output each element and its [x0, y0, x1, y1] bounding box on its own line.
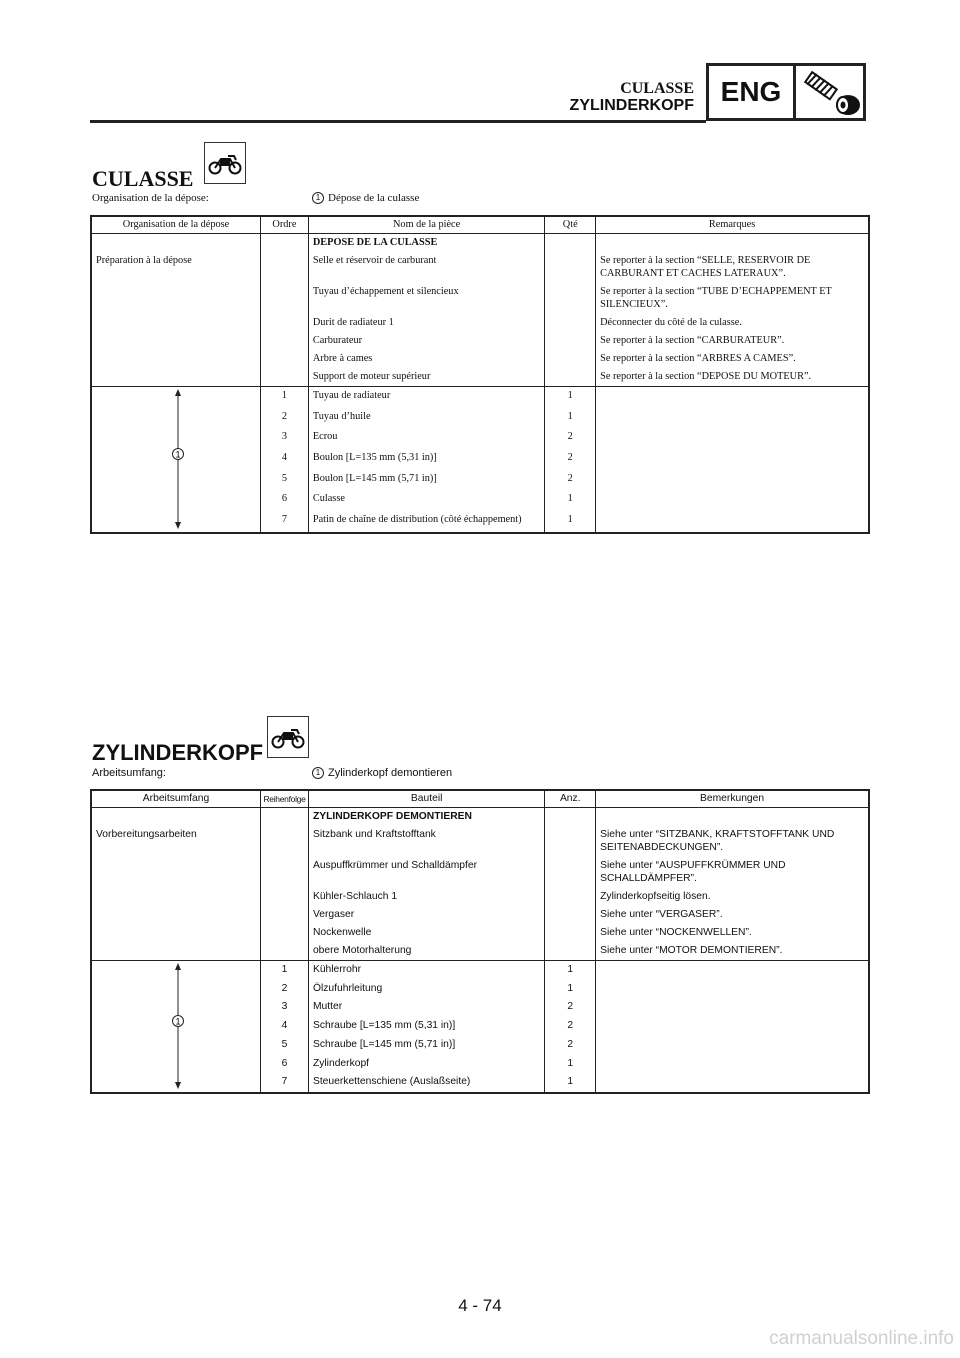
table-row [91, 332, 869, 350]
remark: Se reporter à la section “SELLE, RESERVOIR DE CARBURANT ET CACHES LATERAUX”. [596, 252, 869, 283]
section-title-fr: CULASSE [92, 166, 194, 191]
order-number: 6 [261, 1055, 309, 1074]
remark: Siehe unter “NOCKENWELLEN”. [596, 924, 869, 942]
scope-number-fr: 1 [312, 192, 324, 204]
header-rule [90, 120, 706, 123]
part-name: Schraube [L=145 mm (5,71 in)] [308, 1036, 544, 1055]
quantity: 1 [545, 1055, 596, 1074]
part-name: Ecrou [308, 428, 544, 449]
order-number: 6 [261, 490, 309, 511]
quantity: 2 [545, 1017, 596, 1036]
part-name: Tuyau d’huile [308, 408, 544, 429]
prep-label: Vorbereitungsarbeiten [91, 826, 261, 857]
part-name: Vergaser [308, 906, 544, 924]
remark: Déconnecter du côté de la culasse. [596, 314, 869, 332]
col-header: Nom de la pièce [308, 216, 544, 234]
table-row [91, 906, 869, 924]
scope-number-de: 1 [312, 767, 324, 779]
quantity: 1 [545, 408, 596, 429]
section-title-de: ZYLINDERKOPF [92, 740, 264, 765]
col-header: Remarques [596, 216, 869, 234]
range-arrow-icon [96, 389, 256, 529]
order-number: 2 [261, 408, 309, 429]
motorcycle-icon [204, 142, 246, 184]
group-marker: 1 [175, 449, 181, 460]
header-titles [570, 80, 694, 114]
remark: Se reporter à la section “CARBURATEUR”. [596, 332, 869, 350]
part-name: obere Motorhalterung [308, 942, 544, 961]
part-name: Selle et réservoir de carburant [308, 252, 544, 283]
part-name: Kühlerrohr [308, 961, 544, 980]
table-row [91, 888, 869, 906]
order-number: 1 [261, 961, 309, 980]
group-arrow [91, 961, 261, 1094]
header-title-fr: CULASSE [620, 80, 694, 97]
removal-table-fr [90, 215, 870, 534]
remark: Zylinderkopfseitig lösen. [596, 888, 869, 906]
table-row [91, 350, 869, 368]
quantity: 2 [545, 470, 596, 491]
remark: Se reporter à la section “DEPOSE DU MOTEUR”. [596, 368, 869, 387]
table-header [91, 216, 869, 234]
scope-label-de: Arbeitsumfang: [92, 767, 166, 779]
order-number: 3 [261, 428, 309, 449]
section-badge [706, 63, 866, 121]
section-badge-label: ENG [709, 66, 796, 118]
part-name: Support de moteur supérieur [308, 368, 544, 387]
part-name: Mutter [308, 998, 544, 1017]
part-name: Patin de chaîne de distribution (côté échappement) [308, 511, 544, 533]
order-number: 5 [261, 470, 309, 491]
order-number: 4 [261, 449, 309, 470]
part-name: Sitzbank und Kraftstofftank [308, 826, 544, 857]
quantity: 1 [545, 1073, 596, 1093]
quantity: 2 [545, 998, 596, 1017]
quantity: 2 [545, 428, 596, 449]
table-row [91, 387, 869, 408]
table-row [91, 368, 869, 387]
scope-line-fr [92, 192, 420, 204]
part-name: Tuyau de radiateur [308, 387, 544, 408]
remark: Siehe unter “MOTOR DEMONTIEREN”. [596, 942, 869, 961]
table-row [91, 234, 869, 253]
part-name: Boulon [L=135 mm (5,31 in)] [308, 449, 544, 470]
part-name: Auspuffkrümmer und Schalldämpfer [308, 857, 544, 888]
part-name: Arbre à cames [308, 350, 544, 368]
table-header [91, 790, 869, 808]
order-number: 4 [261, 1017, 309, 1036]
remark: Siehe unter “AUSPUFFKRÜMMER UND SCHALLDÄMPFER”. [596, 857, 869, 888]
group-arrow [91, 387, 261, 534]
procedure-heading: DEPOSE DE LA CULASSE [308, 234, 544, 253]
order-number: 7 [261, 511, 309, 533]
quantity: 1 [545, 490, 596, 511]
motorcycle-icon [267, 716, 309, 758]
quantity: 1 [545, 980, 596, 999]
quantity: 2 [545, 1036, 596, 1055]
part-name: Carburateur [308, 332, 544, 350]
part-name: Culasse [308, 490, 544, 511]
quantity: 1 [545, 511, 596, 533]
col-header: Reihenfolge [261, 790, 309, 808]
table-row [91, 252, 869, 283]
remark: Se reporter à la section “TUBE D’ECHAPPEMENT ET SILENCIEUX”. [596, 283, 869, 314]
col-header: Ordre [261, 216, 309, 234]
order-number: 7 [261, 1073, 309, 1093]
prep-label: Préparation à la dépose [91, 252, 261, 283]
part-name: Ölzufuhrleitung [308, 980, 544, 999]
part-name: Nockenwelle [308, 924, 544, 942]
page-number: 4 - 74 [458, 1296, 502, 1315]
col-header: Bauteil [308, 790, 544, 808]
table-row [91, 961, 869, 980]
table-row [91, 857, 869, 888]
quantity: 1 [545, 961, 596, 980]
table-row [91, 826, 869, 857]
part-name: Zylinderkopf [308, 1055, 544, 1074]
col-header: Qté [545, 216, 596, 234]
header-title-de: ZYLINDERKOPF [569, 97, 694, 114]
part-name: Tuyau d’échappement et silencieux [308, 283, 544, 314]
part-name: Kühler-Schlauch 1 [308, 888, 544, 906]
table-row [91, 924, 869, 942]
part-name: Steuerkettenschiene (Auslaßseite) [308, 1073, 544, 1093]
part-name: Durit de radiateur 1 [308, 314, 544, 332]
remark: Siehe unter “VERGASER”. [596, 906, 869, 924]
col-header: Organisation de la dépose [91, 216, 261, 234]
procedure-heading: ZYLINDERKOPF DEMONTIEREN [308, 808, 544, 827]
table-row [91, 283, 869, 314]
engine-bolt-icon [796, 66, 863, 118]
scope-label-fr: Organisation de la dépose: [92, 192, 209, 204]
scope-line-de [92, 767, 453, 779]
group-marker: 1 [175, 1016, 181, 1027]
part-name: Schraube [L=135 mm (5,31 in)] [308, 1017, 544, 1036]
order-number: 5 [261, 1036, 309, 1055]
order-number: 2 [261, 980, 309, 999]
scope-value-fr: Dépose de la culasse [328, 192, 420, 204]
order-number: 1 [261, 387, 309, 408]
quantity: 2 [545, 449, 596, 470]
scope-value-de: Zylinderkopf demontieren [328, 767, 453, 779]
quantity: 1 [545, 387, 596, 408]
table-row [91, 314, 869, 332]
watermark: carmanualsonline.info [769, 1328, 954, 1349]
col-header: Anz. [545, 790, 596, 808]
col-header: Bemerkungen [596, 790, 869, 808]
part-name: Boulon [L=145 mm (5,71 in)] [308, 470, 544, 491]
col-header: Arbeitsumfang [91, 790, 261, 808]
removal-table-de [90, 789, 870, 1094]
order-number: 3 [261, 998, 309, 1017]
range-arrow-icon [96, 963, 256, 1089]
remark: Siehe unter “SITZBANK, KRAFTSTOFFTANK UND SEITENABDECKUNGEN”. [596, 826, 869, 857]
table-row [91, 808, 869, 827]
remark: Se reporter à la section “ARBRES A CAMES”. [596, 350, 869, 368]
table-row [91, 942, 869, 961]
